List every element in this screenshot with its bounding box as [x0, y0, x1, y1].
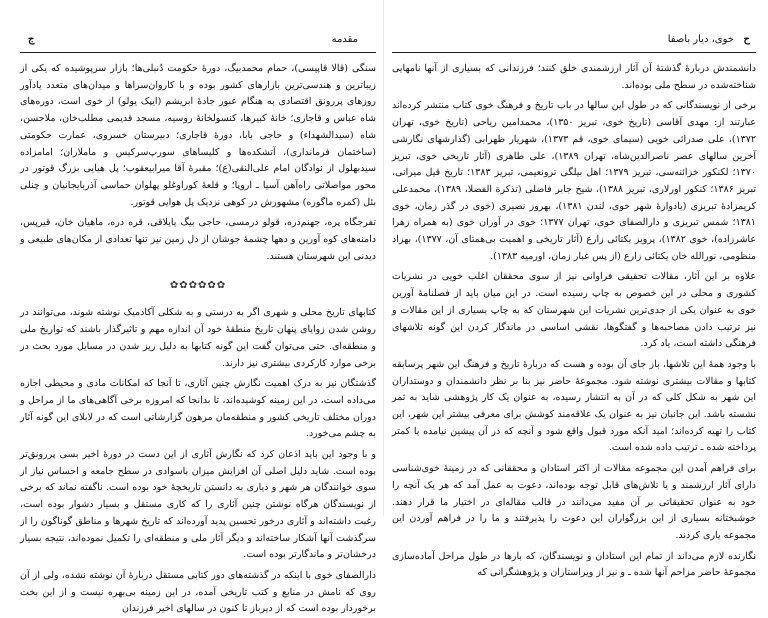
left-page-header [20, 30, 376, 53]
page-number: ح [743, 34, 750, 45]
paragraph: سنگی (قالا قاپیسی)، حمام محمدبیگ، دورهٔ حکومت دُنبلی‌ها؛ بازار سرپوشیده که یکی از زیباترین و هندسی‌ترین بازارهای کشور بوده و با کاروان‌سراها و میدان‌های متعدد یادآور روزهای پررونق اقتصادی به هنگام عبور جادهٔ ابریشم (ایپک یولو) از خوی است، دوره‌های شاه عباس و قاجاری؛ خانهٔ کبیرها، کنسولخانهٔ روسیه، مسجد قدیمی مطلب‌خان، ملاحسن، شاه (سیدالشهداء) و حاجی بابا، دورهٔ قاجاری؛ دبیرستان خسروی، عمارت حکومتی (ساختمان فرمانداری)، آتشکده‌ها و کلیساهای سورپ‌سرکیس و ماملاران؛ امامزاده سیدبهلول از نوادگان امام علی‌النقی(ع)؛ مقبرهٔ آقا میرابیعقوب؛ پل هیایی بزرگ قوتور در محور مواصلاتی راه‌آهن آسیا ـ اروپا؛ و قلعهٔ کوراوغلو پهلوان حماسی آذربایجانیان و چنلی بئل (کمره ماگوره) مشهورش در کوهی نزدیک پل هوایی قوتور. [20, 63, 376, 208]
running-title: خوی، دیار باصفا [667, 34, 734, 45]
right-page [392, 0, 756, 579]
paragraph: و با وجود این باید اذعان کرد که نگارش آثاری از این دست در دورهٔ اخیر بسی پررونق‌تر بوده است. شاید دلیل اصلی آن افزایش میزان باسوادی در سطح جامعه و احساس نیاز از سوی خوانندگان هر شهر و دیاری به دانستن تاریخچهٔ خود بوده است. ناگفته نماند که برخی از نویسندگان هرگاه نوشتن چنین آثاری را که کاری مستقل و بسیار دشوار بوده است، رغبت داشته‌اند و آثاری درخور تحسین پدید آورده‌اند که تاریخ شهرها و مناطق گوناگون را از سرگذشت آنها آشکار ساخته‌اند و دیگر آثار ملی و منطقه‌ای را تکمیل نموده‌اند، نتیجه بسیار درخشان‌تر و ماندگارتر بوده است. [20, 449, 376, 561]
paragraph: تفرجگاه پره، جهنم‌دره، قولو درمسی، حاجی بیگ یایلاقی، قره دره، ماهیان خان، قیرپس، دامنه‌های کوه آورین و دهها چشمهٔ جوشان از دل زمین نیز تنها تعدادی از مکان‌های طبیعی و دیدنی این شهرستان هستند. [20, 217, 376, 262]
left-page [20, 0, 376, 615]
right-page-body [392, 53, 756, 582]
gutter [383, 0, 384, 516]
paragraph: دارالصفای خوی با اینکه در گذشته‌های دور کتابی مستقل دربارهٔ آن نوشته نشده، ولی از آن روی که نامش در منابع و کتب تاریخی آمده، در این زمینه بی‌بهره نیست و از این بخت برخوردار بوده است که از دیرباز تا کنون در سالهای اخیر فرزندان [20, 569, 376, 615]
paragraph: برخی از نویسندگانی که در طول این سالها در باب تاریخ و فرهنگ خوی کتاب منتشر کرده‌اند عبارتند از: مهدی آقاسی (تاریخ خوی، تبریز ۱۳۵۰)، محمدامین ریاحی (تاریخ خوی، تهران ۱۳۷۲)، علی صدرائی خویی (سیمای خوی، قم ۱۳۷۳)، شهریار ظهرابی (گذارشهای نگارشی آخرین سالهای عصر ناصرالدین‌شاه، تهران ۱۳۸۹)، علی طاهری (آثار تاریخی خوی، تبریز ۱۳۷۰؛ لکنکور خزائنه‌سی، تبریز ۱۳۷۹؛ اهل بیلگی ترونعیمی، تبریز ۱۳۸۳؛ تاریخ قیل میرانی، تبریز ۱۳۸۶؛ کنکور اورلاری، تبریز ۱۳۸۸)، شیخ جابر فاضلی (تذکرة الفضلا، ۱۳۸۹)، محمدعلی کریمزادهٔ تبریزی (یادوارهٔ شهر خوی، لندن ۱۳۸۱)، بهروز نصیری (خوی در گذر زمان، خوی ۱۳۸۱؛ شمس تبریزی و دارالصفای خوی، تهران ۱۳۷۷؛ خوی در آوران خوی (به همراه زهرا عاشرزاده)، خوی ۱۳۸۲)، پرویز یکتائی زارع (آثار تاریخی و اهمیت بی‌همتای آن، ۱۳۷۷)، بهزاد منظومی، نورالله خان یکتائی زارع (از پس غبار زمان، اورمیه ۱۳۸۳). [392, 100, 756, 262]
paragraph: با وجود همهٔ این تلاشها، باز جای آن بوده و هست که دربارهٔ تاریخ و فرهنگ این شهر پرسابقه کتابها و مقالات بیشتری نوشته شود. مجموعهٔ حاضر نیز بنا بر نظر دانشمندان و دوستداران این شهر به شکل کلی که در آن به انتشار رسیده، به عنوان یک کار پژوهشی شاید به ثمر نشسته باشد. این جانبان نیز به عنوان یک علاقه‌مند کوشش برای معرفی بیشتر این شهر، این کتاب را تهیه کرده‌اند؛ امید آنکه مورد قبول واقع شود و آنچه که در آن پیشین نیامده یا کمتر پرداخته شده ـ ترتیب داده شده است. [392, 358, 756, 454]
section-divider-ornament: ✿✿✿✿✿✿ [169, 280, 227, 292]
left-page-body [20, 53, 376, 618]
paragraph: دانشمندش دربارهٔ گذشتهٔ آن آثار ارزشمندی خلق کنند؛ فرزندانی که بسیاری از آنها نامهایی شناخته‌شده در سطح ملی بوده‌اند. [392, 63, 756, 91]
page-number: ج [28, 34, 35, 45]
running-title: مقدمه [331, 34, 358, 45]
paragraph: علاوه بر این آثار، مقالات تحقیقی فراوانی نیز از سوی محققان اغلب خویی در نشریات کشوری و محلی در این خصوص به چاپ رسیده است. در این میان باید از فصلنامهٔ آورین خوی به عنوان یکی از جدی‌ترین نشریات این شهرستان که به چاپ بسیاری از این مقالات و نیز ترتیب دادن مصاحبه‌ها و گفتگوها، نقشی اساسی در ماندگار کردن این گونه تلاشهای فرهنگی داشته است، یاد کرد. [392, 271, 756, 350]
right-page-header [392, 30, 756, 53]
paragraph: نگارنده لازم می‌داند از تمام این استادان و نویسندگان، که بارها در طول مراحل آماده‌سازی مجموعهٔ حاضر مزاحم آنها شده ـ و نیز از ویراستاران و پژوهشگرانی که [392, 550, 756, 579]
paragraph: گذشتگان نیز به درک اهمیت نگارش چنین آثاری، تا آنجا که امکانات مادی و محیطی اجازه می‌داده است، در این زمینه کوشیده‌اند، تا بدانجا که امروزه برخی آگاهی‌های ما از مراحل و دوران مختلف تاریخی کشور و منطقه‌مان مرهون گزارشاتی است که در لابلای این گونه آثار به چشم می‌خورد. [20, 378, 376, 440]
paragraph: برای فراهم آمدن این مجموعه مقالات از اکثر استادان و محققانی که در زمینهٔ خوی‌شناسی دارای آثار ارزشمند و یا تلاش‌های قابل توجه بوده‌اند، دعوت به عمل آمد که هر یک آنچه را خود به عنوان تحقیقاتی بر آن مفید می‌دانند در قالب مقاله‌ای در اختیار ما قرار دهند. خوشبختانه بسیاری از این بزرگواران این دعوت را پذیرفتند و ما را در فراهم آوردن این مجموعه یاری کردند. [392, 463, 756, 541]
paragraph: کتابهای تاریخ محلی و شهری اگر به درستی و به شکلی آکادمیک نوشته شوند، می‌توانند در روشن شدن زوایای پنهان تاریخ منطقهٔ خود آن اندازه مهم و تاثیرگذار باشند که تواریخ ملی و منطقه‌ای. حتی می‌توان گفت این گونه کتابها به دلیل ریز شدن در مسایل مورد بحث در برخی موارد کارکردی بیشتری نیز دارند. [20, 307, 376, 369]
